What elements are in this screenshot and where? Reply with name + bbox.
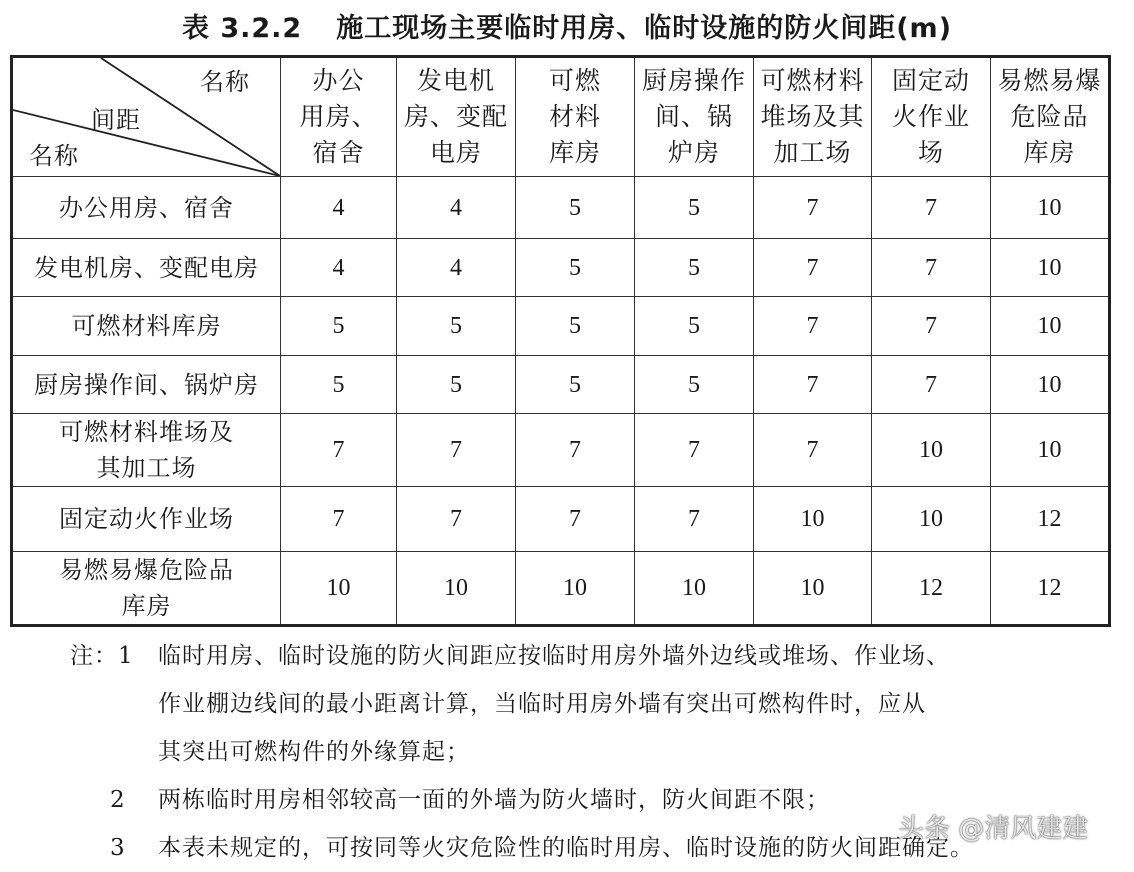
spacing-value-cell: 5 bbox=[397, 297, 516, 356]
table-row bbox=[12, 552, 1110, 626]
column-header-line: 库房 bbox=[548, 138, 601, 167]
spacing-value-cell: 5 bbox=[281, 356, 397, 414]
note-line: 作业棚边线间的最小距离计算，当临时用房外墙有突出可燃构件时，应从 bbox=[158, 691, 926, 717]
column-header-line: 危险品 bbox=[1010, 102, 1089, 131]
table-row bbox=[12, 487, 1110, 552]
column-header-line: 易燃易爆 bbox=[997, 66, 1102, 95]
spacing-value-cell: 12 bbox=[991, 487, 1110, 552]
column-header-line: 宿舍 bbox=[312, 138, 365, 167]
spacing-value-cell: 10 bbox=[872, 487, 991, 552]
row-header-line: 厨房操作间、锅炉房 bbox=[34, 370, 259, 399]
column-header-line: 固定动 bbox=[891, 66, 970, 95]
corner-header-cell bbox=[12, 57, 281, 177]
spacing-value-cell: 7 bbox=[397, 487, 516, 552]
spacing-value-cell: 7 bbox=[754, 239, 872, 297]
column-header-line: 火作业 bbox=[891, 102, 970, 131]
column-header-line: 发电机 bbox=[416, 66, 495, 95]
table-row bbox=[12, 356, 1110, 414]
watermark: 头条 @清风建建 bbox=[898, 814, 1089, 844]
spacing-value-cell: 5 bbox=[516, 177, 635, 239]
spacing-value-cell: 4 bbox=[281, 239, 397, 297]
spacing-value-cell: 10 bbox=[281, 552, 397, 626]
column-header-line: 堆场及其 bbox=[760, 102, 865, 131]
spacing-value-cell: 12 bbox=[991, 552, 1110, 626]
spacing-value-cell: 7 bbox=[516, 487, 635, 552]
column-header bbox=[397, 57, 516, 177]
row-header-line: 可燃材料堆场及 bbox=[59, 418, 234, 446]
column-header-line: 用房、 bbox=[299, 102, 378, 131]
column-header bbox=[635, 57, 754, 177]
corner-spacing-label: 间距 bbox=[91, 106, 141, 134]
spacing-value-cell: 10 bbox=[991, 177, 1110, 239]
column-header-line: 场 bbox=[917, 138, 944, 167]
note-label: 3 bbox=[110, 835, 126, 861]
spacing-value-cell: 5 bbox=[635, 297, 754, 356]
row-header-line: 可燃材料库房 bbox=[71, 312, 222, 340]
column-header-line: 厨房操作 bbox=[641, 66, 746, 95]
note-line: 其突出可燃构件的外缘算起； bbox=[158, 739, 470, 765]
column-header-line: 可燃 bbox=[548, 66, 601, 95]
spacing-value-cell: 10 bbox=[397, 552, 516, 626]
spacing-value-cell: 10 bbox=[754, 487, 872, 552]
row-header-line: 办公用房、宿舍 bbox=[59, 193, 234, 222]
fire-spacing-table bbox=[10, 55, 1111, 627]
table-number: 表 3.2.2 bbox=[181, 13, 303, 44]
spacing-value-cell: 10 bbox=[991, 297, 1110, 356]
spacing-value-cell: 10 bbox=[516, 552, 635, 626]
spacing-value-cell: 10 bbox=[991, 239, 1110, 297]
table-row bbox=[12, 177, 1110, 239]
column-header-line: 电房 bbox=[429, 138, 482, 167]
table-title bbox=[0, 6, 1134, 45]
spacing-value-cell: 7 bbox=[754, 297, 872, 356]
column-header bbox=[754, 57, 872, 177]
column-header-line: 办公 bbox=[312, 66, 365, 95]
column-header-line: 房、变配 bbox=[403, 102, 508, 131]
column-header bbox=[516, 57, 635, 177]
spacing-value-cell: 4 bbox=[397, 239, 516, 297]
column-header bbox=[991, 57, 1110, 177]
spacing-value-cell: 7 bbox=[872, 177, 991, 239]
note-label: 注：1 bbox=[70, 643, 134, 669]
column-header bbox=[281, 57, 397, 177]
note-item bbox=[70, 632, 1098, 776]
spacing-value-cell: 5 bbox=[635, 177, 754, 239]
spacing-value-cell: 10 bbox=[635, 552, 754, 626]
spacing-value-cell: 7 bbox=[754, 177, 872, 239]
note-line: 两栋临时用房相邻较高一面的外墙为防火墙时，防火间距不限； bbox=[158, 787, 830, 813]
column-header-line: 间、锅 bbox=[654, 102, 733, 131]
row-header-line: 发电机房、变配电房 bbox=[34, 253, 259, 282]
spacing-value-cell: 4 bbox=[281, 177, 397, 239]
row-header bbox=[12, 297, 281, 356]
column-header-line: 可燃材料 bbox=[760, 66, 865, 95]
spacing-value-cell: 5 bbox=[397, 356, 516, 414]
spacing-value-cell: 5 bbox=[516, 356, 635, 414]
spacing-value-cell: 5 bbox=[635, 239, 754, 297]
spacing-value-cell: 7 bbox=[397, 414, 516, 487]
row-header bbox=[12, 487, 281, 552]
row-header bbox=[12, 356, 281, 414]
note-label: 2 bbox=[110, 787, 126, 813]
row-header-line: 其加工场 bbox=[96, 454, 197, 482]
spacing-value-cell: 10 bbox=[991, 356, 1110, 414]
corner-column-label: 名称 bbox=[200, 68, 250, 96]
table-row bbox=[12, 414, 1110, 487]
spacing-value-cell: 7 bbox=[872, 239, 991, 297]
column-header-line: 库房 bbox=[1023, 138, 1076, 167]
row-header-line: 库房 bbox=[121, 592, 172, 620]
table-row bbox=[12, 297, 1110, 356]
table-row bbox=[12, 239, 1110, 297]
table-title-text: 施工现场主要临时用房、临时设施的防火间距(m) bbox=[336, 13, 953, 44]
row-header bbox=[12, 414, 281, 487]
spacing-value-cell: 7 bbox=[754, 356, 872, 414]
spacing-value-cell: 7 bbox=[635, 414, 754, 487]
spacing-value-cell: 12 bbox=[872, 552, 991, 626]
column-header-line: 加工场 bbox=[773, 138, 852, 167]
spacing-value-cell: 5 bbox=[516, 239, 635, 297]
spacing-value-cell: 10 bbox=[754, 552, 872, 626]
corner-row-label: 名称 bbox=[29, 142, 79, 170]
spacing-value-cell: 7 bbox=[281, 414, 397, 487]
spacing-value-cell: 7 bbox=[872, 297, 991, 356]
spacing-value-cell: 7 bbox=[281, 487, 397, 552]
note-line: 本表未规定的，可按同等火灾危险性的临时用房、临时设施的防火间距确定。 bbox=[158, 835, 974, 861]
spacing-value-cell: 5 bbox=[281, 297, 397, 356]
row-header bbox=[12, 177, 281, 239]
row-header-line: 固定动火作业场 bbox=[59, 505, 234, 533]
spacing-value-cell: 7 bbox=[635, 487, 754, 552]
column-header-line: 炉房 bbox=[667, 138, 720, 167]
column-header bbox=[872, 57, 991, 177]
spacing-value-cell: 5 bbox=[516, 297, 635, 356]
spacing-value-cell: 7 bbox=[872, 356, 991, 414]
spacing-value-cell: 7 bbox=[516, 414, 635, 487]
spacing-value-cell: 7 bbox=[754, 414, 872, 487]
spacing-value-cell: 10 bbox=[872, 414, 991, 487]
spacing-value-cell: 10 bbox=[991, 414, 1110, 487]
spacing-value-cell: 5 bbox=[635, 356, 754, 414]
spacing-value-cell: 4 bbox=[397, 177, 516, 239]
note-line: 临时用房、临时设施的防火间距应按临时用房外墙外边线或堆场、作业场、 bbox=[158, 643, 950, 669]
column-header-line: 材料 bbox=[548, 102, 601, 131]
row-header bbox=[12, 552, 281, 626]
row-header bbox=[12, 239, 281, 297]
row-header-line: 易燃易爆危险品 bbox=[59, 556, 234, 584]
